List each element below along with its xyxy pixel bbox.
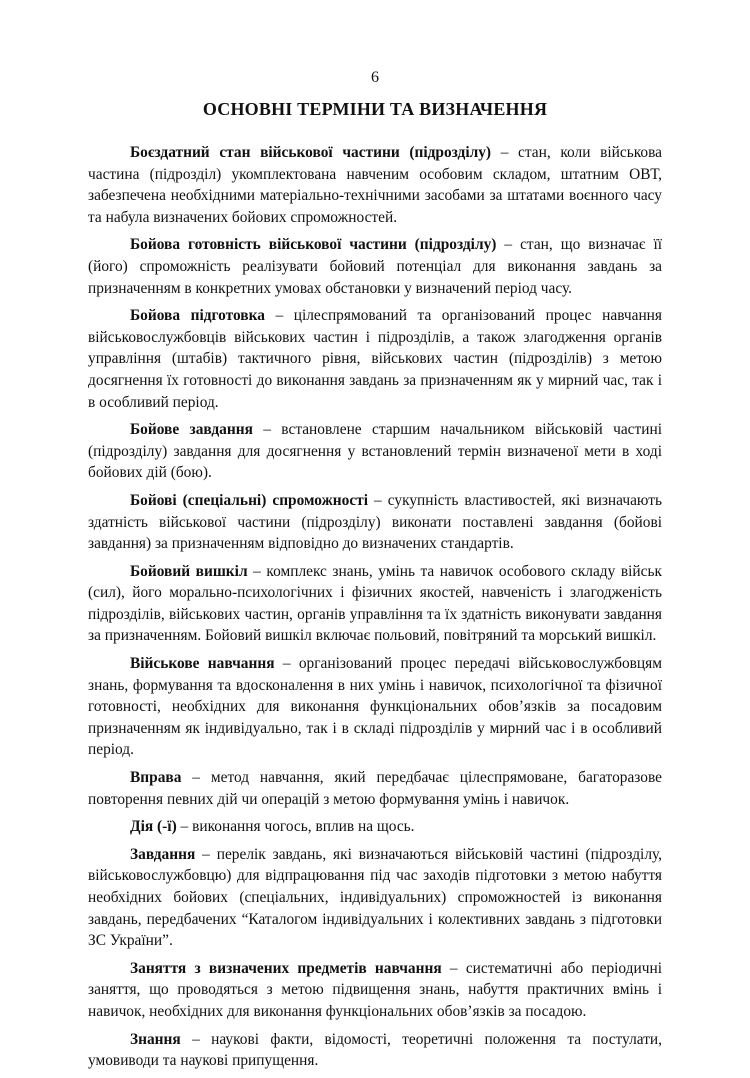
page-title: ОСНОВНІ ТЕРМІНИ ТА ВИЗНАЧЕННЯ <box>202 99 548 119</box>
term-definition: – перелік завдань, які визначаються військовій частині (підрозділу, військовослужбовцю) для відпрацювання під час заходів підготовки з метою набуття необхідних бойових (спеціальних, індивідуальних) спроможностей із виконання завдань, передбачених “Каталогом індивідуальних і колективних завдань з підготовки ЗС України”. <box>88 845 662 950</box>
term-entry <box>88 958 662 1023</box>
term-definition: – наукові факти, відомості, теоретичні положення та постулати, умовиводи та наукові припущення. <box>88 1030 662 1070</box>
terms-list <box>88 142 662 1072</box>
term-definition: – комплекс знань, умінь та навичок особового складу військ (сил), його морально-психологічних і фізичних якостей, навченість і злагодженість підрозділів, військових частин, органів управління та їх здатність виконувати завдання за призначенням. Бойовий вишкіл включає польовий, повітряний та морський вишкіл. <box>88 562 662 645</box>
term-name: Заняття з визначених предметів навчання <box>130 959 442 977</box>
term-entry <box>88 561 662 647</box>
term-definition: – цілеспрямований та організований процес навчання військовослужбовців військових частин і підрозділів, а також злагодження органів управління (штабів) тактичного рівня, військових частин (підрозділів) з метою досягнення їх готовності до виконання завдань за призначенням як у мирний час, так і в особливий період. <box>88 307 662 411</box>
term-definition: – систематичні або періодичні заняття, що проводяться з метою підвищення знань, набуття практичних вмінь і навичок, необхідних для виконання функціональних обов’язків за посадою. <box>88 959 662 1020</box>
term-entry <box>88 816 662 838</box>
term-entry <box>88 767 662 810</box>
term-name: Дія (-ї) <box>130 818 177 836</box>
term-entry <box>88 490 662 555</box>
term-definition: – стан, коли військова частина (підрозділ) укомплектована навченим особовим складом, штатним ОВТ, забезпечена необхідними матеріально-технічними засобами за штатами воєнного часу та набула визначених бойових спроможностей. <box>88 144 662 226</box>
term-entry <box>88 305 662 413</box>
term-name: Бойове завдання <box>130 421 253 439</box>
term-definition: – метод навчання, який передбачає цілеспрямоване, багаторазове повторення певних дій чи операцій з метою формування умінь і навичок. <box>88 769 662 808</box>
term-name: Бойова готовність військової частини (підрозділу) <box>130 236 497 254</box>
term-definition: – встановлене старшим начальником військовій частині (підрозділу) завдання для досягнення у встановлений термін визначеної мети в ході бойових дій (бою). <box>88 421 662 482</box>
page-number: 6 <box>371 69 379 86</box>
term-definition: – організований процес передачі військовослужбовцям знань, формування та вдосконалення в них умінь і навичок, психологічної та фізичної готовності, необхідних для виконання функціональних обов’язків за посадовим призначенням як індивідуально, так і в складі підрозділів у мирний час і в особливий період. <box>88 655 662 759</box>
term-entry <box>88 142 662 228</box>
term-name: Боєздатний стан військової частини (підрозділу) <box>130 144 492 161</box>
term-name: Бойові (спеціальні) спроможності <box>130 491 368 509</box>
term-name: Бойова підготовка <box>130 307 265 325</box>
term-name: Завдання <box>130 845 196 863</box>
term-definition: – сукупність властивостей, які визначають здатність військової частини (підрозділу) виконати поставлені завдання (бойові завдання) за призначенням відповідно до визначених стандартів. <box>88 491 662 553</box>
term-entry <box>88 419 662 484</box>
term-entry <box>88 1029 662 1072</box>
term-entry <box>88 844 662 952</box>
term-name: Військове навчання <box>130 655 275 673</box>
term-definition: – виконання чогось, вплив на щось. <box>176 818 415 836</box>
term-name: Вправа <box>130 769 182 787</box>
term-name: Знання <box>130 1030 181 1048</box>
term-entry <box>88 653 662 761</box>
term-name: Бойовий вишкіл <box>130 562 248 580</box>
term-definition: – стан, що визначає її (його) спроможність реалізувати бойовий потенціал для виконання завдань за призначенням в конкретних умовах обстановки у визначений період часу. <box>88 236 662 297</box>
document-page <box>88 68 662 1078</box>
term-entry <box>88 234 662 299</box>
